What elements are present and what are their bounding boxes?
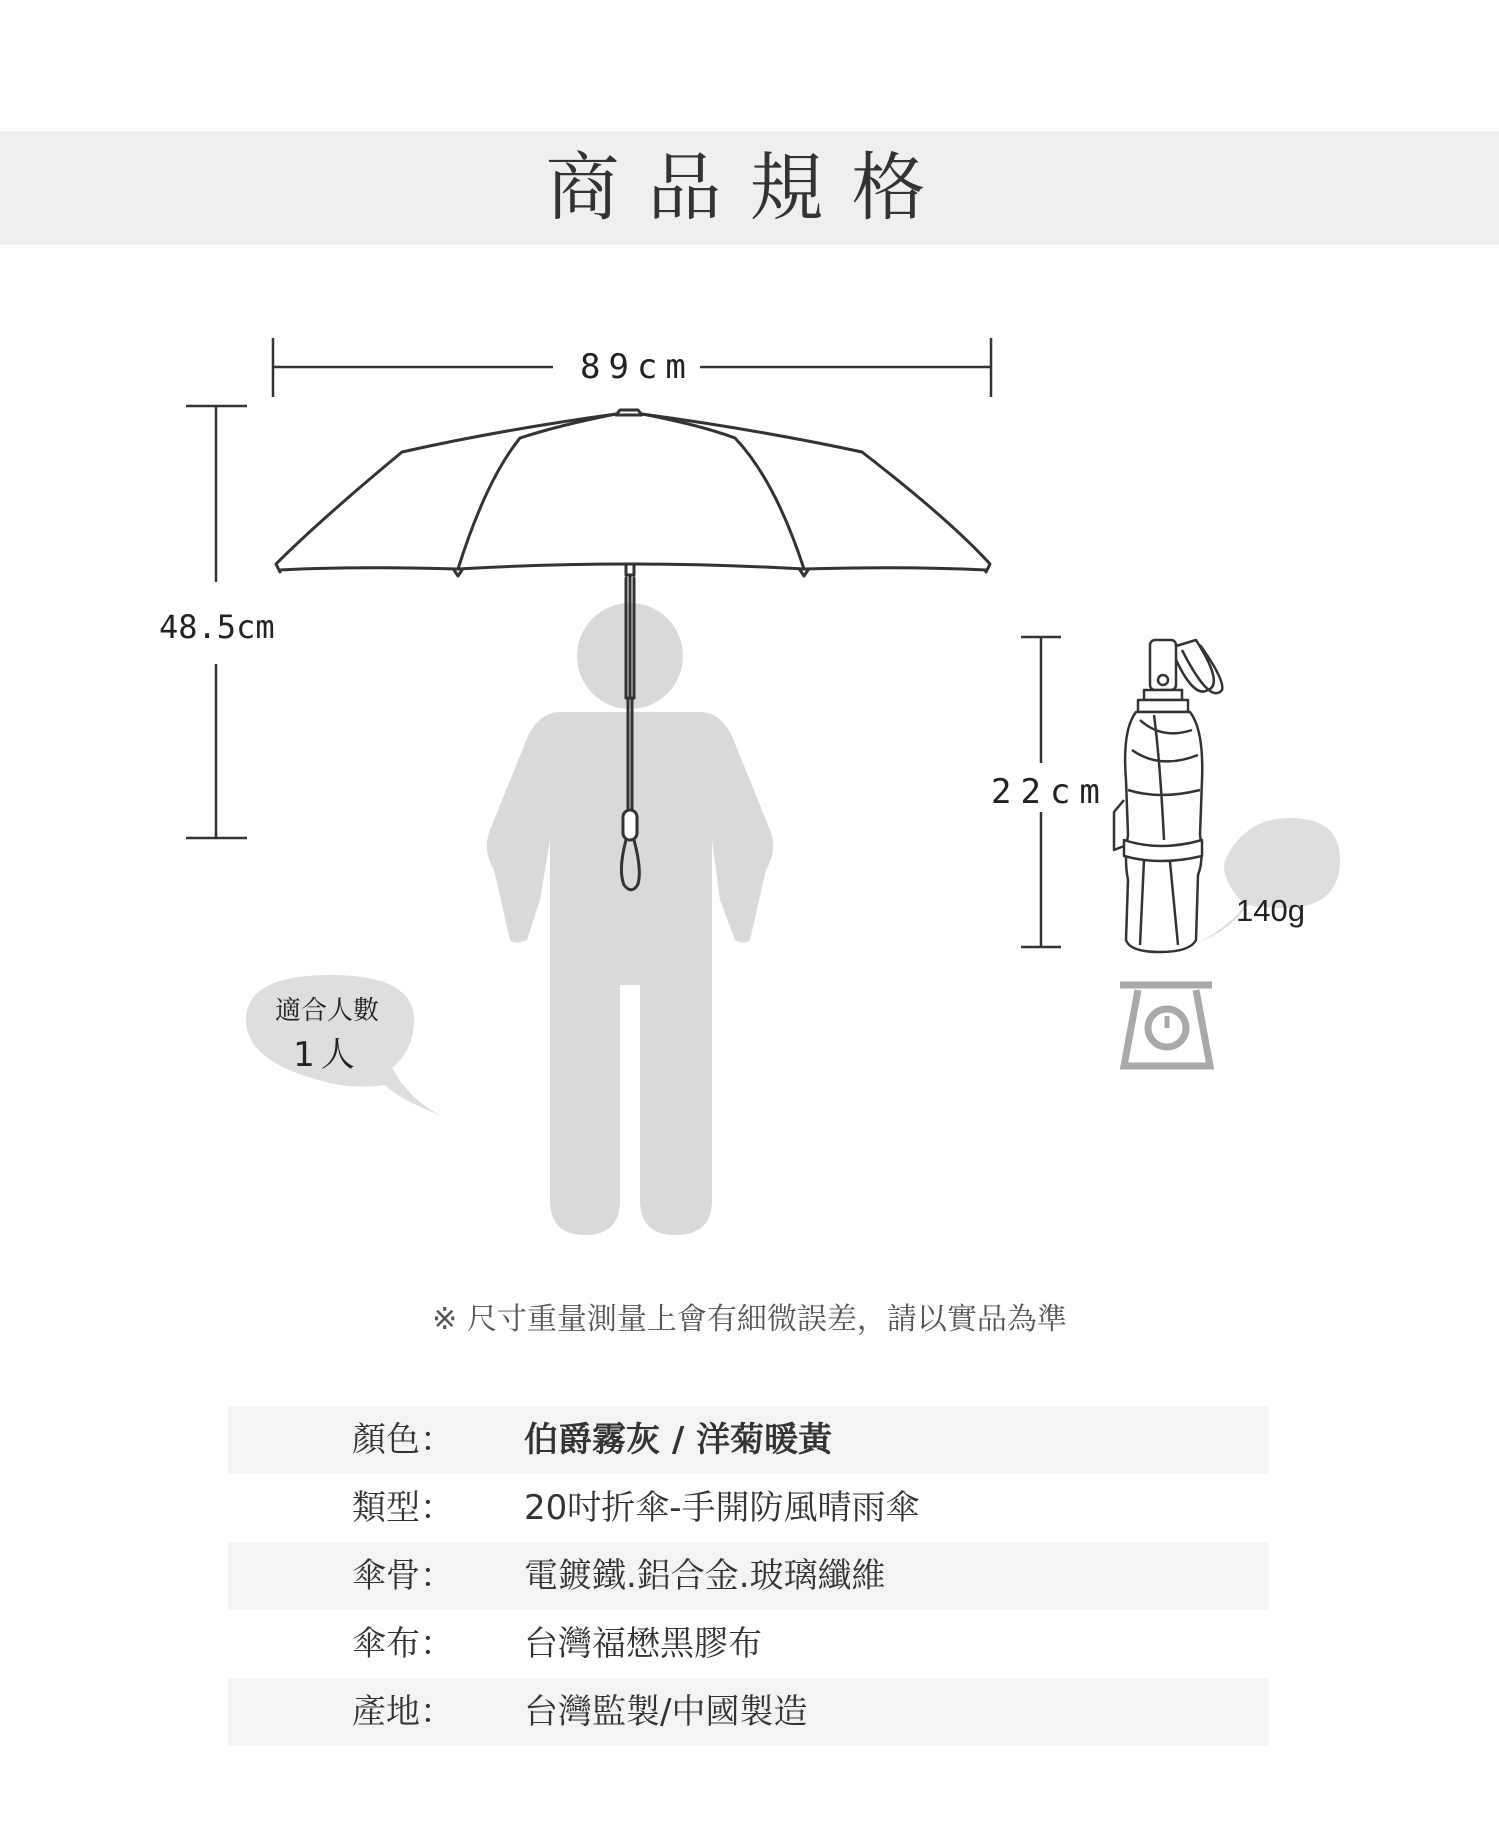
spec-row-color [228,1406,1269,1474]
capacity-label: 適合人數 [274,996,379,1026]
spec-value: 20吋折傘-手開防風晴雨傘 [524,1488,920,1528]
spec-label: 產地： [352,1692,454,1732]
spec-row-origin [228,1678,1269,1746]
spec-label: 類型： [352,1488,454,1528]
spec-row-frame [228,1542,1269,1610]
spec-row-fabric [228,1610,1269,1678]
folded-length-label: 22cm [991,772,1109,812]
spec-label: 傘布： [352,1624,454,1664]
spec-value: 台灣福懋黑膠布 [524,1624,762,1664]
page-title: 商品規格 [545,145,954,231]
spec-value: 台灣監製/中國製造 [524,1692,808,1732]
spec-label: 顏色： [352,1420,454,1460]
spec-value: 伯爵霧灰 / 洋菊暖黃 [524,1420,833,1460]
measurement-note: ※ 尺寸重量測量上會有細微誤差，請以實品為準 [432,1302,1067,1337]
capacity-value: 1人 [293,1035,361,1075]
spec-label: 傘骨： [352,1556,454,1596]
folded-umbrella-icon [1114,640,1222,952]
spec-row-type [228,1474,1269,1542]
width-label: 89cm [580,347,694,387]
height-label: 48.5cm [159,608,275,646]
spec-table [228,1406,1269,1746]
open-umbrella-icon [276,410,990,890]
weight-label: 140g [1236,893,1305,928]
spec-value: 電鍍鐵.鋁合金.玻璃纖維 [524,1556,886,1596]
